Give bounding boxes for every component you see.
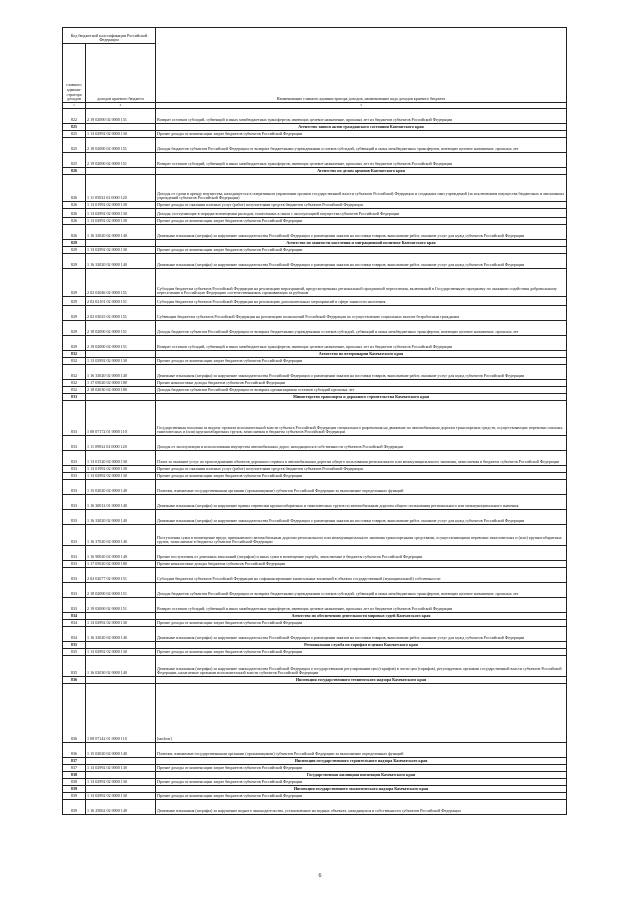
admin-code-cell: 835 xyxy=(63,642,86,649)
admin-code-cell: 833 xyxy=(63,401,86,436)
table-row xyxy=(63,800,567,815)
description-cell: Денежные взыскания (штрафы) за нарушение законодательства Российской Федерации о размещении заказов на поставки товаров, выполнение работ, оказание услуг для нужд субъектов Российской Федерации xyxy=(156,365,567,380)
table-row xyxy=(63,254,567,269)
description-cell: Денежные взыскания (штрафы) за нарушение водного законодательства, установленное на водных объектах, находящихся в собственности субъектов Российской Федерации xyxy=(156,800,567,815)
revenue-code-cell xyxy=(86,677,156,684)
admin-code-cell: 837 xyxy=(63,758,86,765)
admin-code-cell: 833 xyxy=(63,525,86,546)
description-cell: Прочие неналоговые доходы бюджетов субъектов Российской Федерации xyxy=(156,380,567,387)
table-row xyxy=(63,297,567,306)
admin-code-cell: 832 xyxy=(63,380,86,387)
section-header-row xyxy=(63,772,567,779)
admin-code-cell: 836 xyxy=(63,684,86,743)
table-row xyxy=(63,202,567,209)
admin-code-cell: 833 xyxy=(63,583,86,598)
section-header-row xyxy=(63,786,567,793)
revenue-code-cell: 2 18 02000 02 0000 151 xyxy=(86,138,156,153)
page-number: 6 xyxy=(318,873,322,879)
admin-code-cell: 829 xyxy=(63,247,86,254)
admin-code-cell: 833 xyxy=(63,480,86,495)
table-row xyxy=(63,436,567,451)
admin-code-cell: 829 xyxy=(63,297,86,306)
table-row xyxy=(63,247,567,254)
admin-code-cell: 836 xyxy=(63,743,86,758)
revenue-code-cell: 2 19 02000 02 0000 151 xyxy=(86,336,156,351)
table-row xyxy=(63,583,567,598)
admin-code-cell: 832 xyxy=(63,351,86,358)
admin-code-cell: 825 xyxy=(63,124,86,131)
description-cell: Субсидии бюджетам субъектов Российской Федерации на реализацию дополнительных мероприятий в сфере занятости населения xyxy=(156,297,567,306)
description-cell: Прочие доходы от компенсации затрат бюджетов субъектов Российской Федерации xyxy=(156,765,567,772)
admin-code-cell: 832 xyxy=(63,358,86,365)
table-row xyxy=(63,627,567,642)
admin-code-cell: 833 xyxy=(63,546,86,561)
admin-code-cell: 834 xyxy=(63,627,86,642)
table-row xyxy=(63,510,567,525)
description-cell: Денежные взыскания (штрафы) за нарушение законодательства Российской Федерации о размещении заказов на поставки товаров, выполнение работ, оказание услуг для нужд субъектов Российской Федерации xyxy=(156,627,567,642)
admin-code-cell: 835 xyxy=(63,656,86,677)
description-cell: Доходы бюджетов субъектов Российской Федерации от возврата бюджетными учреждениями остатков субсидий, субвенций и иных межбюджетных трансфертов, имеющих целевое назначение, прошлых лет xyxy=(156,321,567,336)
revenue-code-cell xyxy=(86,124,156,131)
description-cell: Субвенции бюджетам субъектов Российской Федерации на реализацию полномочий Российской Федерации по осуществлению социальных выплат безработным гражданам xyxy=(156,306,567,321)
revenue-code-cell: 1 13 02992 02 0000 130 xyxy=(86,358,156,365)
table-row xyxy=(63,598,567,613)
description-cell: Инспекция государственного строительного надзора Камчатского края xyxy=(156,758,567,765)
revenue-code-cell: 1 13 02992 02 0000 130 xyxy=(86,793,156,800)
revenue-code-cell: 1 16 33020 02 0000 140 xyxy=(86,254,156,269)
revenue-code-cell: 1 13 02992 02 0000 130 xyxy=(86,131,156,138)
revenue-code-cell: 1 16 33020 02 0000 140 xyxy=(86,225,156,240)
description-cell: Агентство по делам архивов Камчатского края xyxy=(156,168,567,175)
table-row xyxy=(63,620,567,627)
table-row xyxy=(63,743,567,758)
table-row xyxy=(63,451,567,466)
revenue-code-cell: 1 08 07142 01 0000 110 xyxy=(86,684,156,743)
section-header-row xyxy=(63,351,567,358)
description-cell: Инспекция государственного технического надзора Камчатского края xyxy=(156,677,567,684)
revenue-code-cell: 1 16 37020 02 0000 140 xyxy=(86,525,156,546)
revenue-code-cell: 1 16 30012 01 0000 140 xyxy=(86,495,156,510)
table-header-row xyxy=(63,28,567,44)
description-cell: Доходы бюджетов субъектов Российской Федерации от возврата организациями остатков субсидий прошлых лет xyxy=(156,387,567,394)
admin-code-cell: 826 xyxy=(63,168,86,175)
revenue-code-cell: 2 18 02030 02 0000 180 xyxy=(86,387,156,394)
revenue-code-cell: 1 16 33020 02 0000 140 xyxy=(86,510,156,525)
revenue-code-cell: 1 16 02030 02 0000 140 xyxy=(86,656,156,677)
admin-code-cell: 834 xyxy=(63,613,86,620)
revenue-code-cell: 1 17 05020 02 0000 180 xyxy=(86,561,156,568)
revenue-code-cell: 1 08 07172 01 0000 110 xyxy=(86,401,156,436)
description-cell: Денежные взыскания (штрафы) за нарушение законодательства Российской Федерации о государственном регулировании цен (тарифов) в части цен (тарифов), регулируемых органами государственной власти субъектов Российской Федерации, налагаемые органами исполнительной власти субъектов Российской Федерации xyxy=(156,656,567,677)
table-row xyxy=(63,793,567,800)
description-cell: Прочие доходы от компенсации затрат бюджетов субъектов Российской Федерации xyxy=(156,620,567,627)
revenue-code-cell xyxy=(86,786,156,793)
revenue-code-cell xyxy=(86,642,156,649)
revenue-code-cell: 1 13 02992 02 0000 130 xyxy=(86,779,156,786)
admin-code-cell: 833 xyxy=(63,495,86,510)
admin-code-cell: 829 xyxy=(63,269,86,297)
table-row xyxy=(63,495,567,510)
admin-code-cell: 829 xyxy=(63,306,86,321)
revenue-code-cell xyxy=(86,613,156,620)
table-body xyxy=(63,109,567,815)
admin-code-cell: 836 xyxy=(63,677,86,684)
description-cell: Агентство по ветеринарии Камчатского края xyxy=(156,351,567,358)
section-header-row xyxy=(63,758,567,765)
table-row xyxy=(63,525,567,546)
description-cell: Возврат остатков субсидий, субвенций и иных межбюджетных трансфертов, имеющих целевое назначение, прошлых лет из бюджетов субъектов Российской Федерации xyxy=(156,598,567,613)
description-cell: Возврат остатков субсидий, субвенций и иных межбюджетных трансфертов, имеющих целевое назначение, прошлых лет из бюджетов субъектов Российской Федерации xyxy=(156,336,567,351)
table-row xyxy=(63,109,567,124)
admin-code-cell: 825 xyxy=(63,138,86,153)
description-cell: Денежные взыскания (штрафы) за нарушение законодательства Российской Федерации о размещении заказов на поставки товаров, выполнение работ, оказание услуг для нужд субъектов Российской Федерации xyxy=(156,254,567,269)
section-header-row xyxy=(63,240,567,247)
revenue-code-cell: 1 13 02992 02 0000 130 xyxy=(86,620,156,627)
revenue-code-cell: 1 13 02992 02 0000 130 xyxy=(86,765,156,772)
admin-code-cell: 833 xyxy=(63,436,86,451)
revenue-code-cell xyxy=(86,394,156,401)
admin-code-cell: 833 xyxy=(63,598,86,613)
revenue-code-cell: 1 16 33020 02 0000 140 xyxy=(86,627,156,642)
description-cell: Субсидии бюджетам субъектов Российской Федерации на софинансирование капитальных вложений в объекты государственной (муниципальной) собственности xyxy=(156,568,567,583)
section-header-row xyxy=(63,168,567,175)
table-row xyxy=(63,779,567,786)
description-cell: Прочие доходы от компенсации затрат бюджетов субъектов Российской Федерации xyxy=(156,649,567,656)
table-row xyxy=(63,568,567,583)
revenue-code-cell: 1 13 02992 02 0000 130 xyxy=(86,473,156,480)
revenue-code-cell: 2 19 02000 02 0000 151 xyxy=(86,153,156,168)
description-cell: Прочие доходы от оказания платных услуг (работ) получателями средств бюджетов субъектов Российской Федерации xyxy=(156,202,567,209)
admin-code-cell: 833 xyxy=(63,510,86,525)
revenue-code-cell: 1 15 02020 02 0000 140 xyxy=(86,743,156,758)
revenue-code-cell: 1 13 01520 02 0000 130 xyxy=(86,451,156,466)
description-cell: Прочие доходы от компенсации затрат бюджетов субъектов Российской Федерации xyxy=(156,358,567,365)
description-cell: Прочие доходы от оказания платных услуг (работ) получателями средств бюджетов субъектов Российской Федерации xyxy=(156,466,567,473)
description-cell: Прочие поступления от денежных взысканий (штрафов) и иных сумм в возмещение ущерба, зачисляемые в бюджеты субъектов Российской Федерации xyxy=(156,546,567,561)
table-row xyxy=(63,225,567,240)
revenue-code-cell: 1 13 01992 02 0000 130 xyxy=(86,202,156,209)
revenue-code-cell: 1 13 01992 02 0000 130 xyxy=(86,466,156,473)
description-cell: Прочие доходы от компенсации затрат бюджетов субъектов Российской Федерации xyxy=(156,793,567,800)
admin-code-cell: 826 xyxy=(63,202,86,209)
admin-code-cell: 825 xyxy=(63,131,86,138)
table-row xyxy=(63,656,567,677)
description-cell: Доходы от эксплуатации и использования имущества автомобильных дорог, находящихся в собственности субъектов Российской Федерации xyxy=(156,436,567,451)
revenue-code-cell: 1 15 02020 02 0000 140 xyxy=(86,480,156,495)
admin-code-cell: 839 xyxy=(63,793,86,800)
table-row xyxy=(63,218,567,225)
table-row xyxy=(63,306,567,321)
admin-code-cell: 839 xyxy=(63,800,86,815)
admin-code-cell: 829 xyxy=(63,240,86,247)
revenue-code-cell: 2 18 02000 02 0000 151 xyxy=(86,583,156,598)
table-row xyxy=(63,336,567,351)
revenue-code-cell: 2 02 02077 02 0000 151 xyxy=(86,568,156,583)
admin-code-cell: 835 xyxy=(63,649,86,656)
revenue-code-cell: 2 02 02101 02 0000 151 xyxy=(86,297,156,306)
table-row xyxy=(63,401,567,436)
admin-code-cell: 833 xyxy=(63,451,86,466)
revenue-code-cell xyxy=(86,351,156,358)
admin-code-cell: 826 xyxy=(63,218,86,225)
description-cell: Министерство транспорта и дорожного строительства Камчатского края xyxy=(156,394,567,401)
table-row xyxy=(63,138,567,153)
description-cell: Доходы, поступающие в порядке возмещения расходов, понесенных в связи с эксплуатацией имущества субъектов Российской Федерации xyxy=(156,209,567,218)
table-row xyxy=(63,358,567,365)
revenue-classification-table xyxy=(62,27,567,815)
table-row xyxy=(63,153,567,168)
table-row xyxy=(63,480,567,495)
description-cell: Прочие доходы от компенсации затрат бюджетов субъектов Российской Федерации xyxy=(156,779,567,786)
revenue-code-cell: 2 02 03025 02 0000 151 xyxy=(86,306,156,321)
admin-code-cell: 829 xyxy=(63,321,86,336)
admin-code-cell: 833 xyxy=(63,568,86,583)
description-cell: Денежные взыскания (штрафы) за нарушение законодательства Российской Федерации о размещении заказов на поставки товаров, выполнение работ, оказание услуг для нужд субъектов Российской Федерации xyxy=(156,225,567,240)
revenue-code-cell xyxy=(86,758,156,765)
column-number: 3 xyxy=(156,103,567,109)
table-row xyxy=(63,365,567,380)
admin-code-cell: 826 xyxy=(63,209,86,218)
admin-code-cell: 822 xyxy=(63,109,86,124)
revenue-code-cell: 2 19 02000 02 0000 151 xyxy=(86,598,156,613)
admin-code-cell: 829 xyxy=(63,254,86,269)
description-cell: Государственная пошлина за выдачу органом исполнительной власти субъекта Российской Федерации специального разрешения на движение по автомобильным дорогам транспортных средств, осуществляющих перевозки опасных, тяжеловесных и (или) крупногабаритных грузов, зачисляемая в бюджеты субъектов Российской Федерации xyxy=(156,401,567,436)
revenue-code-cell: 1 11 05032 02 0000 120 xyxy=(86,175,156,202)
admin-code-cell: 837 xyxy=(63,765,86,772)
revenue-code-cell: 1 13 02992 02 0000 130 xyxy=(86,649,156,656)
column-number: 1 xyxy=(63,103,86,109)
classification-header: Код бюджетной классификации Российской Федерации xyxy=(63,28,156,44)
description-cell: Доходы от сдачи в аренду имущества, находящегося в оперативном управлении органов государственной власти субъектов Российской Федерации и созданных ими учреждений (за исключением имущества бюджетных и автономных учреждений субъектов Российской Федерации) xyxy=(156,175,567,202)
admin-code-cell: 833 xyxy=(63,473,86,480)
admin-code-cell: 833 xyxy=(63,394,86,401)
description-cell: Агентство по занятости населения и миграционной политике Камчатского края xyxy=(156,240,567,247)
revenue-code-cell: 1 13 02992 02 0000 130 xyxy=(86,247,156,254)
revenue-code-cell xyxy=(86,240,156,247)
description-cell: Платежи, взимаемые государственными органами (организациями) субъектов Российской Федерации за выполнение определенных функций xyxy=(156,480,567,495)
table-row xyxy=(63,175,567,202)
revenue-code-cell: 1 16 25062 02 0000 140 xyxy=(86,800,156,815)
description-cell: Инспекция государственного экологического надзора Камчатского края xyxy=(156,786,567,793)
revenue-code-cell: 1 11 09032 02 0000 120 xyxy=(86,436,156,451)
description-cell: Платежи, взимаемые государственными органами (организациями) субъектов Российской Федерации за выполнение определенных функций xyxy=(156,743,567,758)
table-row xyxy=(63,269,567,297)
section-header-row xyxy=(63,394,567,401)
table-row xyxy=(63,649,567,656)
revenue-code-cell: 1 13 02992 02 0000 130 xyxy=(86,209,156,218)
revenue-code-cell xyxy=(86,772,156,779)
revenue-code-cell xyxy=(86,168,156,175)
table-row xyxy=(63,380,567,387)
admin-code-cell: 832 xyxy=(63,365,86,380)
description-cell: Возврат остатков субсидий, субвенций и иных межбюджетных трансфертов, имеющих целевое назначение, прошлых лет из бюджетов субъектов Российской Федерации xyxy=(156,109,567,124)
column-number: 2 xyxy=(86,103,156,109)
description-cell: [unclear] xyxy=(156,684,567,743)
table-row xyxy=(63,321,567,336)
description-cell: Прочие неналоговые доходы бюджетов субъектов Российской Федерации xyxy=(156,561,567,568)
admin-code-header: главного админи-стратора доходов xyxy=(63,44,86,103)
table-row xyxy=(63,765,567,772)
description-cell: Доходы бюджетов субъектов Российской Федерации от возврата бюджетными учреждениями остатков субсидий, субвенций и иных межбюджетных трансфертов, имеющих целевое назначение, прошлых лет xyxy=(156,138,567,153)
section-header-row xyxy=(63,642,567,649)
description-cell: Доходы бюджетов субъектов Российской Федерации от возврата бюджетными учреждениями остатков субсидий, субвенций и иных межбюджетных трансфертов, имеющих целевое назначение, прошлых лет xyxy=(156,583,567,598)
section-header-row xyxy=(63,124,567,131)
table-row xyxy=(63,546,567,561)
table-row xyxy=(63,131,567,138)
admin-code-cell: 834 xyxy=(63,620,86,627)
revenue-code-cell: 2 18 02000 02 0000 151 xyxy=(86,321,156,336)
description-cell: Прочие доходы от компенсации затрат бюджетов субъектов Российской Федерации xyxy=(156,247,567,254)
name-header: Наименование главного администратора доходов, наименование кода доходов краевого бюджета xyxy=(156,28,567,103)
admin-code-cell: 829 xyxy=(63,336,86,351)
table-row xyxy=(63,466,567,473)
description-cell: Субсидии бюджетам субъектов Российской Федерации на реализацию мероприятий, предусмотренных региональной программой переселения, включенной в Государственную программу по оказанию содействия добровольному переселению в Российскую Федерацию соотечественников, проживающих за рубежом xyxy=(156,269,567,297)
section-header-row xyxy=(63,613,567,620)
revenue-code-cell: 1 13 02992 02 0000 130 xyxy=(86,218,156,225)
table-row xyxy=(63,209,567,218)
admin-code-cell: 826 xyxy=(63,175,86,202)
description-cell: Прочие доходы от компенсации затрат бюджетов субъектов Российской Федерации xyxy=(156,218,567,225)
description-cell: Агентство записи актов гражданского состояния Камчатского края xyxy=(156,124,567,131)
table-row xyxy=(63,473,567,480)
description-cell: Плата за оказание услуг по присоединению объектов дорожного сервиса к автомобильным дорогам общего пользования регионального или межмуниципального значения, зачисляемая в бюджеты субъектов Российской Федерации xyxy=(156,451,567,466)
admin-code-cell: 826 xyxy=(63,225,86,240)
revenue-code-cell: 1 16 90020 02 0000 140 xyxy=(86,546,156,561)
admin-code-cell: 838 xyxy=(63,779,86,786)
description-cell: Денежные взыскания (штрафы) за нарушение правил перевозки крупногабаритных и тяжеловесных грузов по автомобильным дорогам общего пользования регионального или межмуниципального значения xyxy=(156,495,567,510)
description-cell: Региональная служба по тарифам и ценам Камчатского края xyxy=(156,642,567,649)
revenue-code-header: доходов краевого бюджета xyxy=(86,44,156,103)
description-cell: Поступления сумм в возмещение вреда, причиняемого автомобильным дорогам регионального или межмуниципального значения транспортными средствами, осуществляющими перевозки тяжеловесных и (или) крупногабаритных грузов, зачисляемые в бюджеты субъектов Российской Федерации xyxy=(156,525,567,546)
description-cell: Прочие доходы от компенсации затрат бюджетов субъектов Российской Федерации xyxy=(156,473,567,480)
section-header-row xyxy=(63,677,567,684)
revenue-code-cell: 1 17 05020 02 0000 180 xyxy=(86,380,156,387)
revenue-code-cell: 1 16 33020 02 0000 140 xyxy=(86,365,156,380)
description-cell: Агентство по обеспечению деятельности мировых судей Камчатского края xyxy=(156,613,567,620)
description-cell: Возврат остатков субсидий, субвенций и иных межбюджетных трансфертов, имеющих целевое назначение, прошлых лет из бюджетов субъектов Российской Федерации xyxy=(156,153,567,168)
table-row xyxy=(63,387,567,394)
admin-code-cell: 832 xyxy=(63,387,86,394)
description-cell: Прочие доходы от компенсации затрат бюджетов субъектов Российской Федерации xyxy=(156,131,567,138)
admin-code-cell: 839 xyxy=(63,786,86,793)
admin-code-cell: 833 xyxy=(63,561,86,568)
admin-code-cell: 833 xyxy=(63,466,86,473)
revenue-code-cell: 2 19 02000 02 0000 151 xyxy=(86,109,156,124)
description-cell: Государственная жилищная инспекция Камчатского края xyxy=(156,772,567,779)
admin-code-cell: 838 xyxy=(63,772,86,779)
table-row xyxy=(63,684,567,743)
admin-code-cell: 825 xyxy=(63,153,86,168)
revenue-code-cell: 2 02 02046 02 0000 151 xyxy=(86,269,156,297)
description-cell: Денежные взыскания (штрафы) за нарушение законодательства Российской Федерации о размещении заказов на поставки товаров, выполнение работ, оказание услуг для нужд субъектов Российской Федерации xyxy=(156,510,567,525)
table-row xyxy=(63,561,567,568)
